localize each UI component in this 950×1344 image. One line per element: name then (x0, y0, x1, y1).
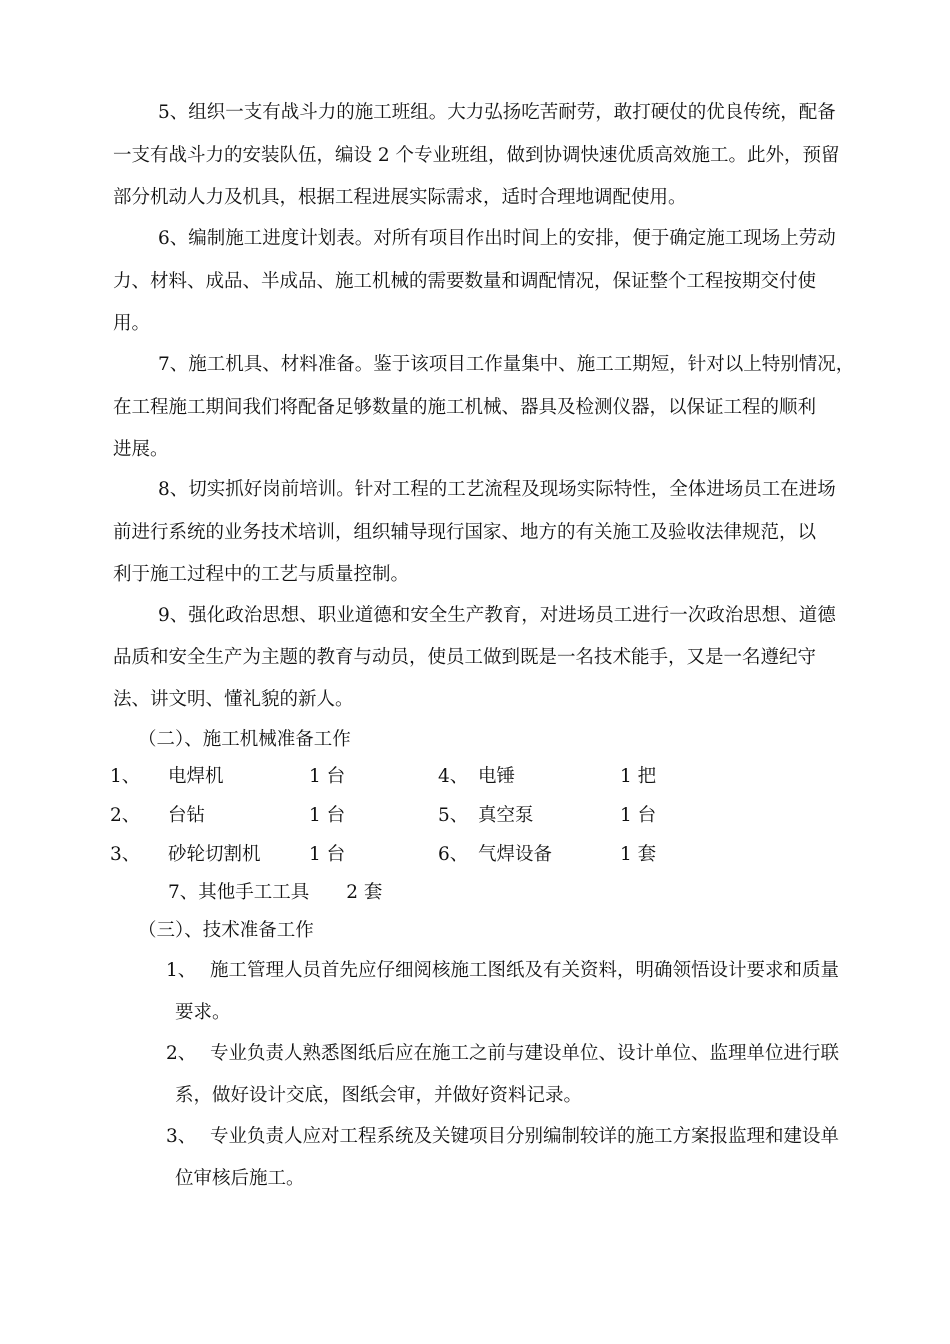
equipment-quantity: 1 台 (309, 766, 346, 787)
equipment-number: 5、 (438, 805, 469, 826)
equipment-quantity: 1 台 (620, 805, 657, 826)
equipment-quantity: 1 把 (620, 766, 657, 787)
equipment-extra-item: 7、其他手工工具 2 套 (168, 882, 383, 903)
tech-prep-line-2: 要求。 (175, 1002, 231, 1023)
tech-prep-number: 1、 (166, 960, 197, 981)
equipment-quantity: 1 套 (620, 844, 657, 865)
equipment-number: 4、 (438, 766, 469, 787)
equipment-name: 电锤 (478, 766, 516, 787)
equipment-name: 电焊机 (168, 766, 224, 787)
paragraph-5-line-1: 5、组织一支有战斗力的施工班组。大力弘扬吃苦耐劳，敢打硬仗的优良传统，配备 (158, 102, 836, 123)
paragraph-6-line-2: 力、材料、成品、半成品、施工机械的需要数量和调配情况，保证整个工程按期交付使 (113, 271, 817, 292)
equipment-quantity: 1 台 (309, 805, 346, 826)
tech-prep-number: 3、 (166, 1126, 197, 1147)
tech-prep-line-2: 系，做好设计交底，图纸会审，并做好资料记录。 (175, 1085, 583, 1106)
tech-prep-line-2: 位审核后施工。 (175, 1168, 305, 1189)
equipment-quantity: 1 台 (309, 844, 346, 865)
paragraph-9-line-2: 品质和安全生产为主题的教育与动员，使员工做到既是一名技术能手，又是一名遵纪守 (113, 647, 817, 668)
paragraph-5-line-2: 一支有战斗力的安装队伍，编设 2 个专业班组，做到协调快速优质高效施工。此外，预留 (113, 145, 840, 166)
paragraph-7-line-2: 在工程施工期间我们将配备足够数量的施工机械、器具及检测仪器，以保证工程的顺利 (113, 397, 817, 418)
paragraph-7-line-1: 7、施工机具、材料准备。鉴于该项目工作量集中、施工工期短，针对以上特别情况， (158, 354, 855, 375)
equipment-name: 砂轮切割机 (168, 844, 261, 865)
paragraph-9-line-1: 9、强化政治思想、职业道德和安全生产教育，对进场员工进行一次政治思想、道德 (158, 605, 836, 626)
paragraph-9-line-3: 法、讲文明、懂礼貌的新人。 (113, 689, 354, 710)
paragraph-7-line-3: 进展。 (113, 439, 169, 460)
paragraph-6-line-3: 用。 (113, 313, 151, 334)
section-3-heading: （三）、技术准备工作 (138, 920, 314, 941)
tech-prep-line-1: 专业负责人熟悉图纸后应在施工之前与建设单位、设计单位、监理单位进行联 (210, 1043, 840, 1064)
paragraph-5-line-3: 部分机动人力及机具，根据工程进展实际需求，适时合理地调配使用。 (113, 187, 687, 208)
equipment-number: 2、 (110, 805, 141, 826)
equipment-number: 3、 (110, 844, 141, 865)
equipment-name: 真空泵 (478, 805, 534, 826)
equipment-number: 1、 (110, 766, 141, 787)
paragraph-6-line-1: 6、编制施工进度计划表。对所有项目作出时间上的安排，便于确定施工现场上劳动 (158, 228, 836, 249)
tech-prep-line-1: 专业负责人应对工程系统及关键项目分别编制较详的施工方案报监理和建设单 (210, 1126, 840, 1147)
equipment-name: 台钻 (168, 805, 206, 826)
paragraph-8-line-1: 8、切实抓好岗前培训。针对工程的工艺流程及现场实际特性，全体进场员工在进场 (158, 479, 836, 500)
tech-prep-line-1: 施工管理人员首先应仔细阅核施工图纸及有关资料，明确领悟设计要求和质量 (210, 960, 840, 981)
equipment-number: 6、 (438, 844, 469, 865)
equipment-name: 气焊设备 (478, 844, 553, 865)
tech-prep-number: 2、 (166, 1043, 197, 1064)
section-2-heading: （二）、施工机械准备工作 (138, 729, 351, 750)
paragraph-8-line-2: 前进行系统的业务技术培训，组织辅导现行国家、地方的有关施工及验收法律规范，以 (113, 522, 817, 543)
paragraph-8-line-3: 利于施工过程中的工艺与质量控制。 (113, 564, 410, 585)
